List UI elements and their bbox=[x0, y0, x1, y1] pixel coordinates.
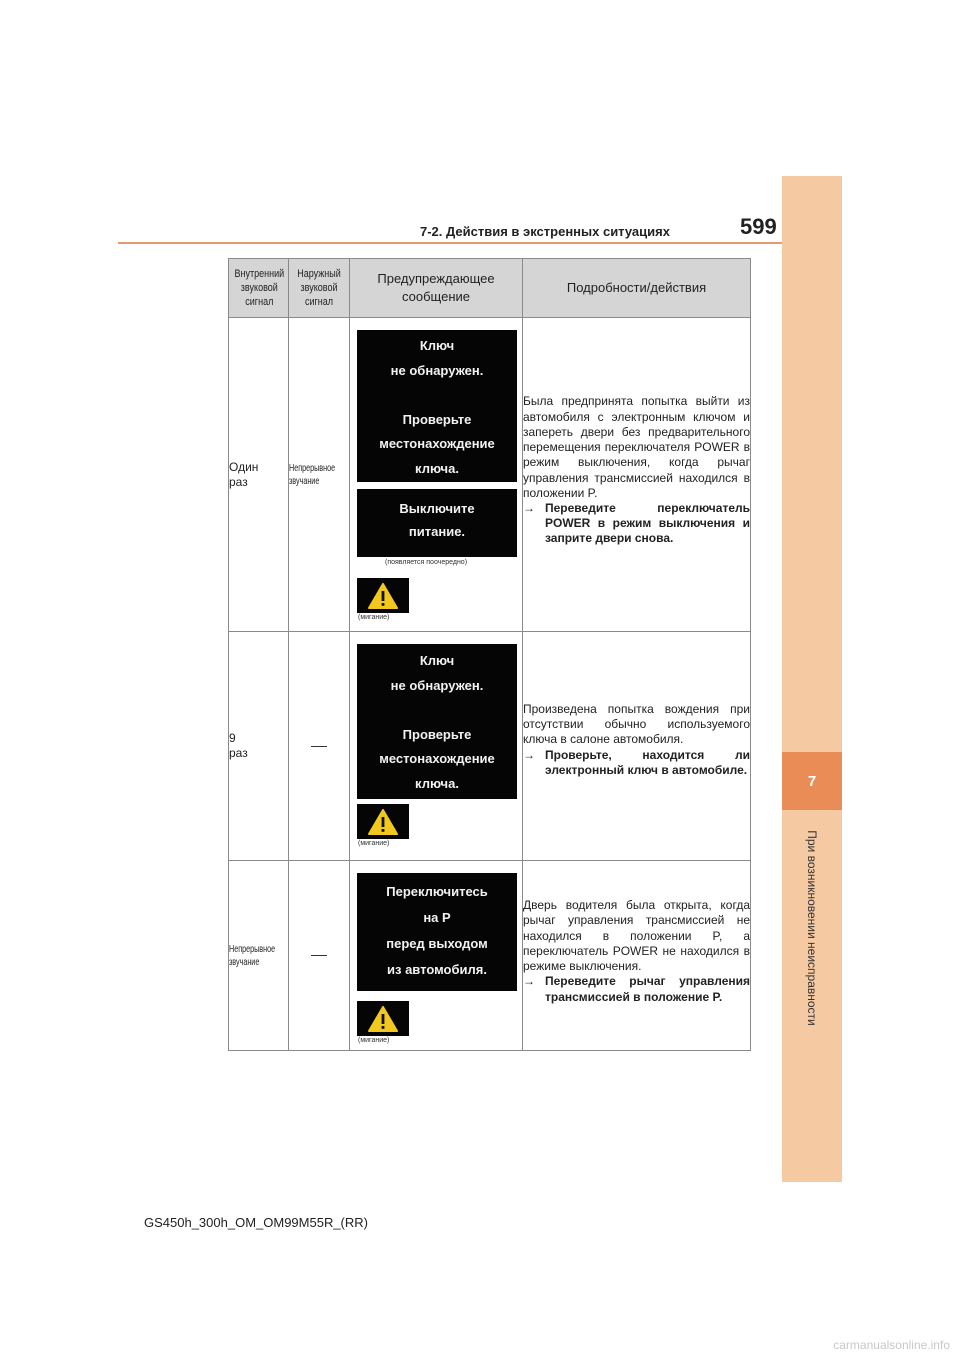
details-cell bbox=[523, 861, 751, 1051]
internal-buzzer-cell bbox=[229, 632, 289, 861]
internal-buzzer-cell bbox=[229, 861, 289, 1051]
section-title: 7-2. Действия в экстренных ситуациях bbox=[420, 224, 670, 239]
detail-description: Была предпринята попытка выйти из автомобиля с электронным ключом и запереть двери без предварительного перемещения переключателя POWER в режим выключения, когда рычаг управления трансмиссией находился в положении P. bbox=[523, 394, 750, 500]
table-header-row bbox=[229, 259, 751, 318]
details-cell bbox=[523, 632, 751, 861]
external-buzzer-dash bbox=[311, 746, 327, 747]
external-buzzer-dash bbox=[311, 955, 327, 956]
flash-caption: (мигание) bbox=[358, 1037, 390, 1044]
internal-buzzer-cell bbox=[229, 318, 289, 632]
warning-message-cell bbox=[350, 861, 523, 1051]
header-rule bbox=[118, 242, 782, 244]
warning-light bbox=[357, 578, 409, 613]
external-buzzer-cell bbox=[289, 318, 350, 632]
alternate-caption: (появляется поочередно) bbox=[385, 559, 468, 566]
arrow-icon: → bbox=[523, 974, 535, 989]
external-buzzer-cell bbox=[289, 632, 350, 861]
details-cell bbox=[523, 318, 751, 632]
page-number: 599 bbox=[740, 214, 777, 239]
watermark[interactable]: carmanualsonline.info bbox=[833, 1338, 950, 1352]
flash-caption: (мигание) bbox=[358, 614, 390, 621]
message-screen: Ключ не обнаружен. Проверьте местонахождение ключа. bbox=[357, 644, 517, 799]
column-internal-buzzer: Внутренний звуковой сигнал bbox=[229, 259, 289, 318]
table-row bbox=[229, 318, 751, 632]
flash-caption: (мигание) bbox=[358, 840, 390, 847]
external-buzzer-value: Непрерывное звучание bbox=[289, 462, 336, 487]
detail-description: Дверь водителя была открыта, когда рычаг управления трансмиссией не находился в положении P, а переключатель POWER не находился в режиме выключения. bbox=[523, 898, 750, 974]
table-row bbox=[229, 632, 751, 861]
internal-buzzer-value: Непрерывное звучание bbox=[229, 943, 276, 968]
arrow-icon: → bbox=[523, 500, 535, 515]
warning-triangle-icon bbox=[368, 1006, 398, 1032]
detail-action: → Переведите рычаг управления трансмиссией в положение P. bbox=[523, 974, 750, 1004]
internal-buzzer-value: Один раз bbox=[229, 459, 259, 489]
manual-code: GS450h_300h_OM_OM99M55R_(RR) bbox=[144, 1215, 368, 1230]
warning-triangle-icon bbox=[368, 583, 398, 609]
external-buzzer-cell bbox=[289, 861, 350, 1051]
chapter-tab[interactable] bbox=[782, 752, 842, 810]
warning-message-cell bbox=[350, 632, 523, 861]
column-external-buzzer: Наружный звуковой сигнал bbox=[289, 259, 350, 318]
message-screen: Ключ не обнаружен. Проверьте местонахождение ключа. bbox=[357, 330, 517, 482]
warning-light bbox=[357, 1001, 409, 1036]
internal-buzzer-value: 9 раз bbox=[229, 731, 248, 760]
chapter-title: При возникновении неисправности bbox=[805, 830, 819, 1026]
column-warning-message: Предупреждающее сообщение bbox=[350, 259, 523, 318]
warning-message-cell bbox=[350, 318, 523, 632]
chapter-number: 7 bbox=[807, 772, 817, 790]
message-screen: Выключите питание. bbox=[357, 489, 517, 557]
table-row bbox=[229, 861, 751, 1051]
detail-action: → Переведите переключатель POWER в режим выключения и заприте двери снова. bbox=[523, 500, 750, 546]
detail-action: → Проверьте, находится ли электронный ключ в автомобиле. bbox=[523, 747, 750, 777]
side-band bbox=[782, 176, 842, 1182]
detail-description: Произведена попытка вождения при отсутствии обычно используемого ключа в салоне автомобиля. bbox=[523, 701, 750, 747]
column-details: Подробности/действия bbox=[523, 259, 751, 318]
arrow-icon: → bbox=[523, 747, 535, 762]
message-screen: Переключитесь на P перед выходом из автомобиля. bbox=[357, 873, 517, 991]
warning-triangle-icon bbox=[368, 809, 398, 835]
warning-light bbox=[357, 804, 409, 839]
warning-table bbox=[228, 258, 751, 1051]
